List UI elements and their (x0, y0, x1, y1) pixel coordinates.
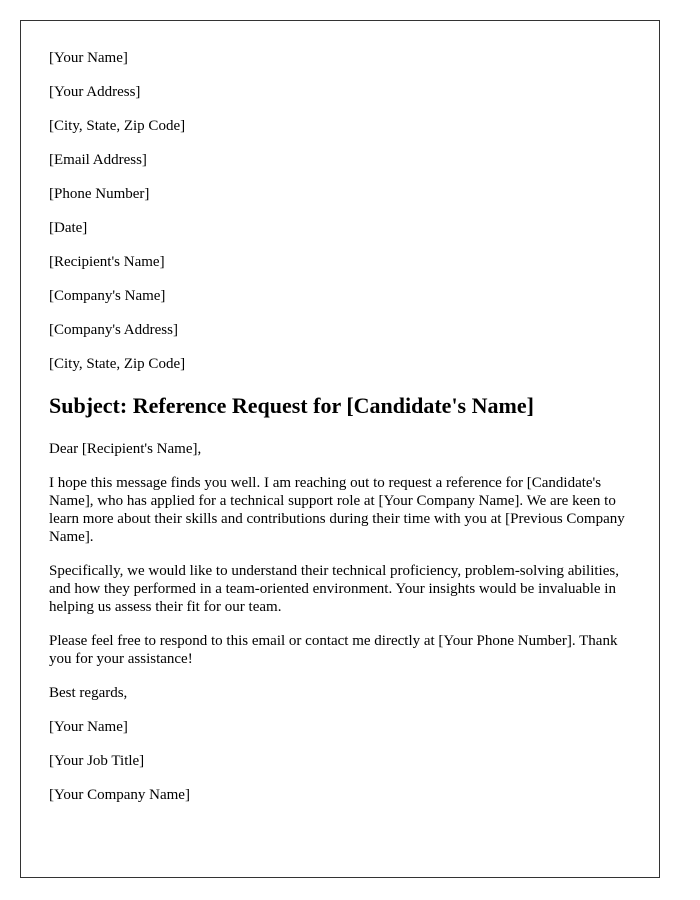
body-paragraph-2: Specifically, we would like to understand their technical proficiency, problem-solving abilities, and how they performed in a team-oriented environment. Your insights would be invaluable in helping us assess their fit for our team. (49, 563, 619, 615)
sender-email: [Email Address] (49, 152, 147, 168)
letter-date: [Date] (49, 220, 88, 236)
body-paragraph-1: I hope this message finds you well. I am reaching out to request a reference for [Candidate's Name], who has applied for a technical support role at [Your Company Name]. We are keen to learn more about their skills and contributions during their time with you at [Previous Company Name]. (49, 475, 625, 545)
body-paragraph-3: Please feel free to respond to this email or contact me directly at [Your Phone Number]. Thank you for your assistance! (49, 633, 618, 667)
closing-phrase: Best regards, (49, 685, 128, 701)
recipient-company-address: [Company's Address] (49, 322, 178, 338)
sender-address: [Your Address] (49, 84, 141, 100)
closing-name: [Your Name] (49, 719, 128, 735)
sender-phone: [Phone Number] (49, 186, 150, 202)
closing-job-title: [Your Job Title] (49, 753, 145, 769)
recipient-company: [Company's Name] (49, 288, 166, 304)
recipient-city-state-zip: [City, State, Zip Code] (49, 356, 186, 372)
subject-heading: Subject: Reference Request for [Candidate's Name] (49, 393, 534, 418)
letter-page (20, 20, 660, 878)
sender-city-state-zip: [City, State, Zip Code] (49, 118, 186, 134)
sender-name: [Your Name] (49, 50, 128, 66)
closing-company: [Your Company Name] (49, 787, 190, 803)
recipient-name: [Recipient's Name] (49, 254, 165, 270)
salutation: Dear [Recipient's Name], (49, 441, 202, 457)
